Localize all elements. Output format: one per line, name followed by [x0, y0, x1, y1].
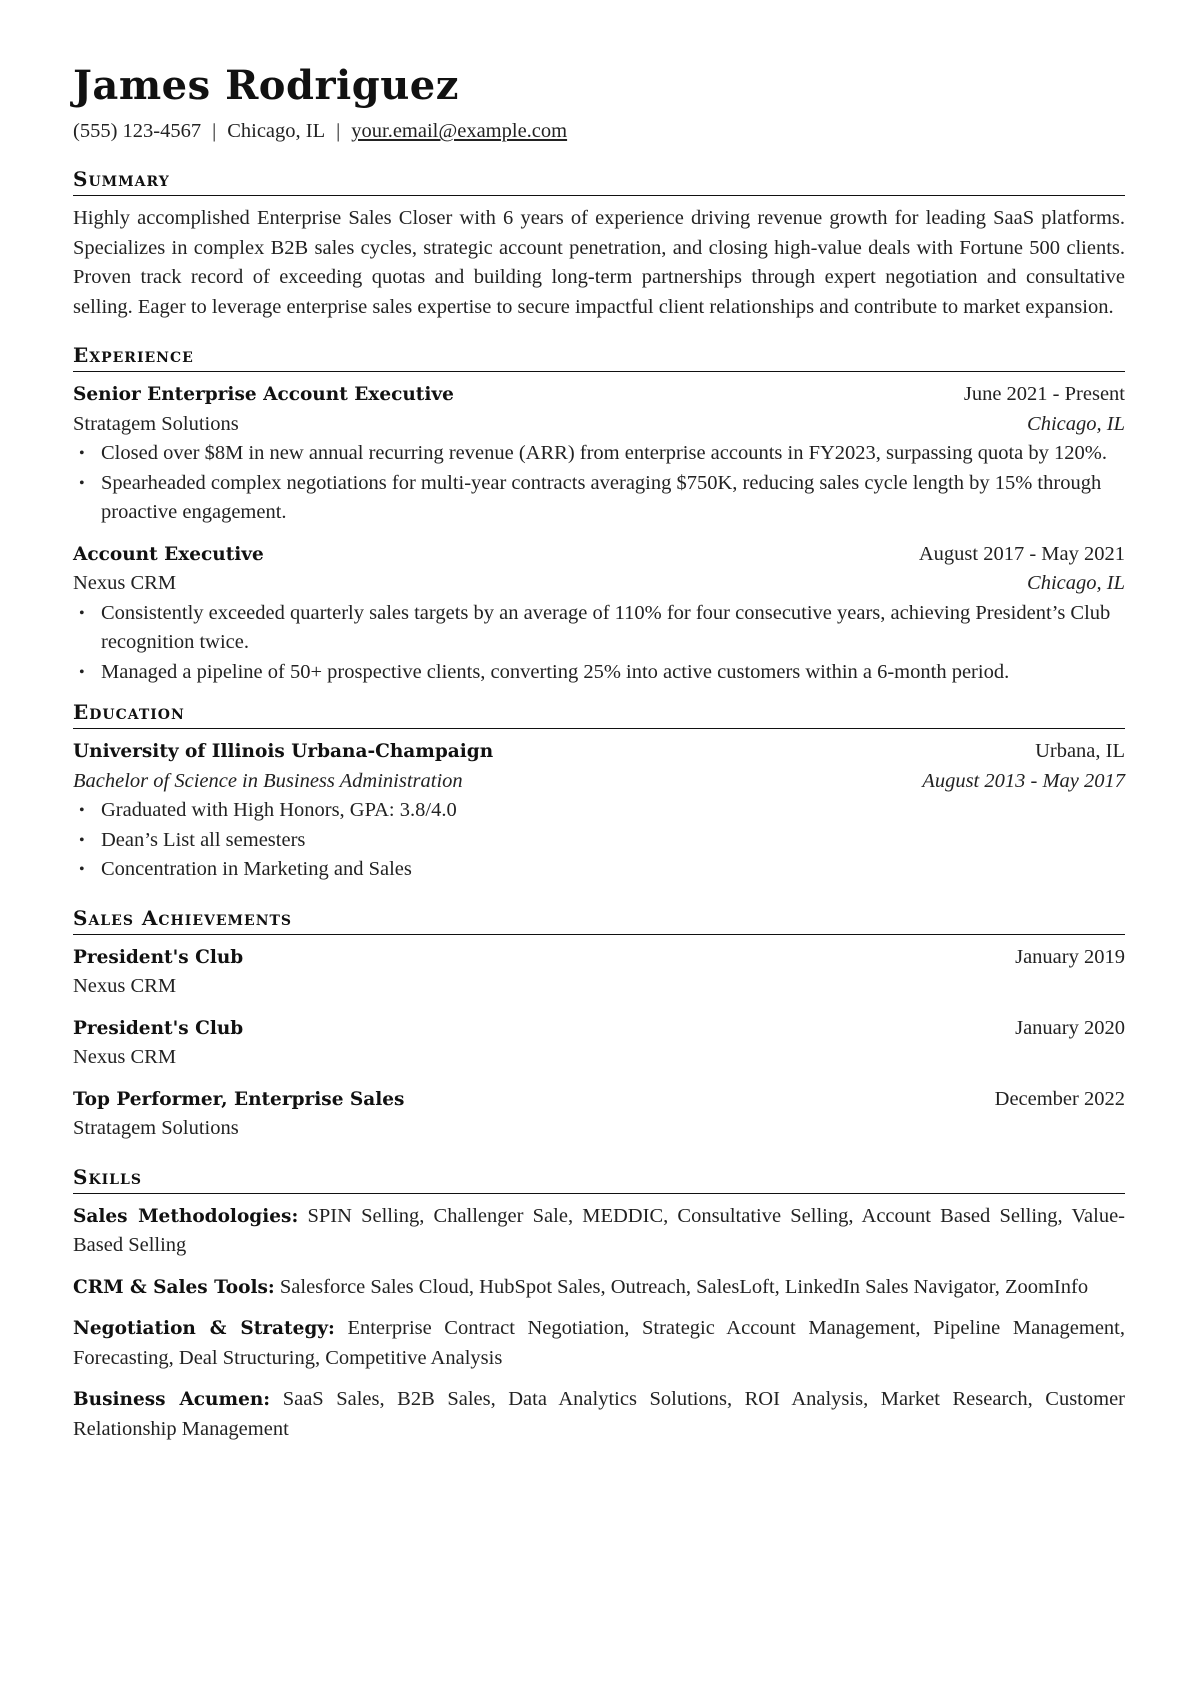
list-item: • Managed a pipeline of 50+ prospective clients, converting 25% into active customers within a 6-month period. — [73, 658, 1125, 688]
resume-page — [73, 60, 1125, 1456]
contact-line — [73, 116, 1125, 146]
skill-group-text: Enterprise Contract Negotiation, Strategic Account Management, Pipeline Management, Forecasting, Deal Structuring, Competitive Analysis — [73, 1317, 1125, 1369]
job-company: Nexus CRM — [73, 572, 177, 594]
list-item: • Dean’s List all semesters — [73, 826, 1125, 856]
job-dates: August 2017 - May 2021 — [918, 542, 1125, 565]
skills-section — [73, 1164, 1125, 1445]
skill-group — [73, 1273, 1125, 1303]
job-bullets — [73, 599, 1125, 688]
award-date: January 2019 — [1015, 945, 1125, 968]
phone-number: (555) 123-4567 — [73, 120, 202, 142]
achievement-entry — [73, 1085, 1125, 1144]
skill-group — [73, 1385, 1125, 1444]
award-name: Top Performer, Enterprise Sales — [73, 1088, 405, 1110]
summary-text: Highly accomplished Enterprise Sales Closer with 6 years of experience driving revenue growth for leading SaaS platforms. Specializes in complex B2B sales cycles, strategic account penetration, and closing high-value deals with Fortune 500 clients. Proven track record of exceeding quotas and building long-term partnerships through expert negotiation and consultative selling. Eager to leverage enterprise sales expertise to secure impactful client relationships and contribute to market expansion. — [73, 207, 1125, 318]
contact-location: Chicago, IL — [227, 120, 326, 142]
skill-group-label: Sales Methodologies: — [73, 1205, 299, 1227]
summary-section — [73, 166, 1125, 322]
achievement-entry — [73, 1014, 1125, 1073]
section-title-education: Education — [73, 699, 1125, 729]
section-title-achievements: Sales Achievements — [73, 905, 1125, 935]
degree-name: Bachelor of Science in Business Administration — [73, 769, 463, 792]
achievement-entry — [73, 943, 1125, 1002]
list-item: • Closed over $8M in new annual recurring revenue (ARR) from enterprise accounts in FY2023, surpassing quota by 120%. — [73, 439, 1125, 469]
list-item: • Concentration in Marketing and Sales — [73, 855, 1125, 885]
job-role: Senior Enterprise Account Executive — [73, 384, 454, 405]
award-name: President's Club — [73, 1017, 244, 1039]
section-title-skills: Skills — [73, 1164, 1125, 1194]
award-org: Nexus CRM — [73, 1046, 177, 1068]
job-entry — [73, 380, 1125, 528]
skill-group-text: SaaS Sales, B2B Sales, Data Analytics Solutions, ROI Analysis, Market Research, Customer Relationship Management — [73, 1388, 1126, 1440]
email-link[interactable]: your.email@example.com — [351, 120, 568, 142]
contact-separator: | — [336, 120, 341, 142]
skill-group — [73, 1314, 1125, 1373]
skill-group-label: Business Acumen: — [73, 1389, 271, 1410]
achievements-section — [73, 905, 1125, 1144]
award-org: Nexus CRM — [73, 975, 177, 997]
award-org: Stratagem Solutions — [73, 1117, 239, 1139]
award-date: December 2022 — [994, 1087, 1125, 1110]
contact-separator: | — [212, 120, 217, 142]
education-dates: August 2013 - May 2017 — [922, 769, 1125, 792]
job-entry — [73, 540, 1125, 688]
school-location: Urbana, IL — [1035, 740, 1125, 762]
job-bullets — [73, 439, 1125, 528]
skill-group — [73, 1202, 1125, 1261]
job-location: Chicago, IL — [1027, 572, 1125, 594]
school-name: University of Illinois Urbana-Champaign — [73, 741, 494, 762]
job-company: Stratagem Solutions — [73, 412, 239, 435]
skill-group-label: Negotiation & Strategy: — [73, 1318, 335, 1339]
candidate-name: James Rodriguez — [73, 62, 459, 109]
job-dates: June 2021 - Present — [963, 383, 1125, 405]
skill-group-text: SPIN Selling, Challenger Sale, MEDDIC, Consultative Selling, Account Based Selling, Value-Based Selling — [73, 1204, 1125, 1256]
section-title-summary: Summary — [73, 166, 1125, 196]
list-item: • Consistently exceeded quarterly sales targets by an average of 110% for four consecutive years, achieving President’s Club recognition twice. — [73, 599, 1125, 658]
section-title-experience: Experience — [73, 342, 1125, 372]
award-name: President's Club — [73, 946, 244, 968]
skill-group-text: Salesforce Sales Cloud, HubSpot Sales, Outreach, SalesLoft, LinkedIn Sales Navigator, ZoomInfo — [279, 1275, 1089, 1298]
job-location: Chicago, IL — [1027, 412, 1125, 435]
job-role: Account Executive — [73, 543, 264, 565]
education-bullets — [73, 796, 1125, 885]
list-item: • Graduated with High Honors, GPA: 3.8/4.0 — [73, 796, 1125, 826]
education-section — [73, 699, 1125, 885]
skill-group-label: CRM & Sales Tools: — [73, 1276, 275, 1298]
list-item: • Spearheaded complex negotiations for multi-year contracts averaging $750K, reducing sales cycle length by 15% through proactive engagement. — [73, 469, 1125, 528]
award-date: January 2020 — [1015, 1016, 1125, 1039]
experience-section — [73, 342, 1125, 687]
